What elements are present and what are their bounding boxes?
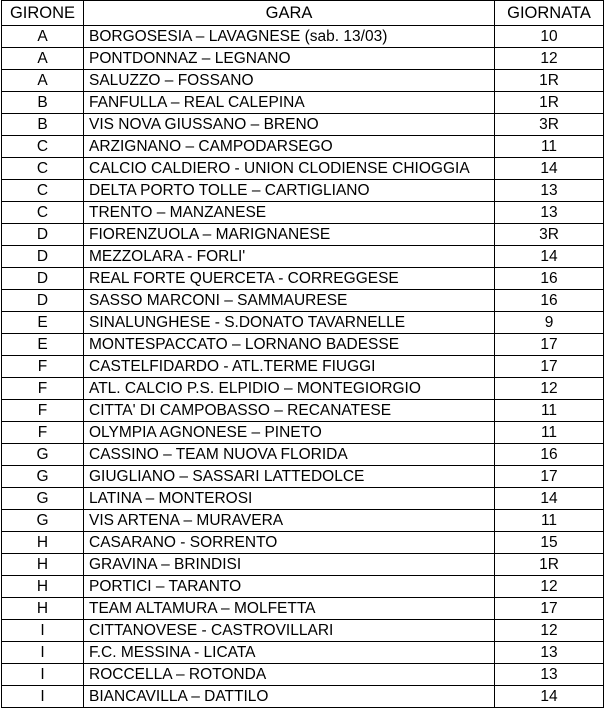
girone-cell: D bbox=[2, 224, 84, 246]
table-row bbox=[2, 158, 604, 180]
gara-cell: FIORENZUOLA – MARIGNANESE bbox=[84, 224, 495, 246]
girone-cell: I bbox=[2, 642, 84, 664]
giornata-cell: 16 bbox=[495, 290, 604, 312]
giornata-cell: 12 bbox=[495, 48, 604, 70]
giornata-cell: 3R bbox=[495, 224, 604, 246]
girone-cell: B bbox=[2, 92, 84, 114]
gara-cell: LATINA – MONTEROSI bbox=[84, 488, 495, 510]
table-row bbox=[2, 334, 604, 356]
header-gara: GARA bbox=[84, 1, 495, 26]
gara-cell: CASSINO – TEAM NUOVA FLORIDA bbox=[84, 444, 495, 466]
girone-cell: I bbox=[2, 620, 84, 642]
gara-cell: VIS ARTENA – MURAVERA bbox=[84, 510, 495, 532]
giornata-cell: 14 bbox=[495, 488, 604, 510]
giornata-cell: 1R bbox=[495, 92, 604, 114]
table-row bbox=[2, 576, 604, 598]
table-row bbox=[2, 664, 604, 686]
gara-cell: OLYMPIA AGNONESE – PINETO bbox=[84, 422, 495, 444]
table-row bbox=[2, 356, 604, 378]
giornata-cell: 11 bbox=[495, 510, 604, 532]
gara-cell: CALCIO CALDIERO - UNION CLODIENSE CHIOGGIA bbox=[84, 158, 495, 180]
girone-cell: G bbox=[2, 466, 84, 488]
table-row bbox=[2, 268, 604, 290]
giornata-cell: 17 bbox=[495, 356, 604, 378]
giornata-cell: 12 bbox=[495, 378, 604, 400]
giornata-cell: 16 bbox=[495, 444, 604, 466]
table-row bbox=[2, 532, 604, 554]
giornata-cell: 9 bbox=[495, 312, 604, 334]
gara-cell: CASTELFIDARDO - ATL.TERME FIUGGI bbox=[84, 356, 495, 378]
gara-cell: BORGOSESIA – LAVAGNESE (sab. 13/03) bbox=[84, 26, 495, 48]
table-row bbox=[2, 620, 604, 642]
giornata-cell: 15 bbox=[495, 532, 604, 554]
girone-cell: E bbox=[2, 312, 84, 334]
giornata-cell: 17 bbox=[495, 598, 604, 620]
girone-cell: A bbox=[2, 48, 84, 70]
giornata-cell: 14 bbox=[495, 686, 604, 708]
gara-cell: PONTDONNAZ – LEGNANO bbox=[84, 48, 495, 70]
gara-cell: TEAM ALTAMURA – MOLFETTA bbox=[84, 598, 495, 620]
table-row bbox=[2, 70, 604, 92]
girone-cell: I bbox=[2, 664, 84, 686]
gara-cell: MEZZOLARA - FORLI' bbox=[84, 246, 495, 268]
table-row bbox=[2, 136, 604, 158]
gara-cell: REAL FORTE QUERCETA - CORREGGESE bbox=[84, 268, 495, 290]
table-row bbox=[2, 92, 604, 114]
table-row bbox=[2, 642, 604, 664]
table-row bbox=[2, 444, 604, 466]
gara-cell: SINALUNGHESE - S.DONATO TAVARNELLE bbox=[84, 312, 495, 334]
giornata-cell: 13 bbox=[495, 642, 604, 664]
girone-cell: H bbox=[2, 532, 84, 554]
table-row bbox=[2, 510, 604, 532]
table-row bbox=[2, 488, 604, 510]
table-row bbox=[2, 598, 604, 620]
girone-cell: C bbox=[2, 180, 84, 202]
header-row bbox=[2, 1, 604, 26]
giornata-cell: 11 bbox=[495, 136, 604, 158]
gara-cell: ATL. CALCIO P.S. ELPIDIO – MONTEGIORGIO bbox=[84, 378, 495, 400]
girone-cell: H bbox=[2, 554, 84, 576]
girone-cell: E bbox=[2, 334, 84, 356]
giornata-cell: 1R bbox=[495, 554, 604, 576]
giornata-cell: 17 bbox=[495, 334, 604, 356]
giornata-cell: 10 bbox=[495, 26, 604, 48]
header-giornata: GIORNATA bbox=[495, 1, 604, 26]
girone-cell: F bbox=[2, 356, 84, 378]
gara-cell: ROCCELLA – ROTONDA bbox=[84, 664, 495, 686]
table-row bbox=[2, 114, 604, 136]
girone-cell: H bbox=[2, 598, 84, 620]
gara-cell: CASARANO - SORRENTO bbox=[84, 532, 495, 554]
matches-table bbox=[1, 0, 604, 708]
girone-cell: F bbox=[2, 422, 84, 444]
table-row bbox=[2, 202, 604, 224]
gara-cell: SASSO MARCONI – SAMMAURESE bbox=[84, 290, 495, 312]
gara-cell: TRENTO – MANZANESE bbox=[84, 202, 495, 224]
giornata-cell: 12 bbox=[495, 576, 604, 598]
table-body bbox=[2, 26, 604, 708]
gara-cell: PORTICI – TARANTO bbox=[84, 576, 495, 598]
gara-cell: DELTA PORTO TOLLE – CARTIGLIANO bbox=[84, 180, 495, 202]
gara-cell: FANFULLA – REAL CALEPINA bbox=[84, 92, 495, 114]
girone-cell: A bbox=[2, 70, 84, 92]
table-row bbox=[2, 422, 604, 444]
table-row bbox=[2, 246, 604, 268]
giornata-cell: 12 bbox=[495, 620, 604, 642]
girone-cell: D bbox=[2, 246, 84, 268]
girone-cell: H bbox=[2, 576, 84, 598]
girone-cell: C bbox=[2, 202, 84, 224]
table-row bbox=[2, 312, 604, 334]
gara-cell: GIUGLIANO – SASSARI LATTEDOLCE bbox=[84, 466, 495, 488]
table-row bbox=[2, 466, 604, 488]
gara-cell: MONTESPACCATO – LORNANO BADESSE bbox=[84, 334, 495, 356]
giornata-cell: 11 bbox=[495, 422, 604, 444]
table-row bbox=[2, 26, 604, 48]
girone-cell: G bbox=[2, 510, 84, 532]
giornata-cell: 14 bbox=[495, 246, 604, 268]
gara-cell: GRAVINA – BRINDISI bbox=[84, 554, 495, 576]
giornata-cell: 1R bbox=[495, 70, 604, 92]
gara-cell: F.C. MESSINA - LICATA bbox=[84, 642, 495, 664]
giornata-cell: 11 bbox=[495, 400, 604, 422]
table-row bbox=[2, 686, 604, 708]
giornata-cell: 16 bbox=[495, 268, 604, 290]
giornata-cell: 13 bbox=[495, 202, 604, 224]
gara-cell: CITTANOVESE - CASTROVILLARI bbox=[84, 620, 495, 642]
giornata-cell: 13 bbox=[495, 180, 604, 202]
table-row bbox=[2, 224, 604, 246]
giornata-cell: 14 bbox=[495, 158, 604, 180]
girone-cell: F bbox=[2, 400, 84, 422]
table-row bbox=[2, 554, 604, 576]
girone-cell: F bbox=[2, 378, 84, 400]
table-row bbox=[2, 180, 604, 202]
girone-cell: C bbox=[2, 136, 84, 158]
girone-cell: I bbox=[2, 686, 84, 708]
giornata-cell: 3R bbox=[495, 114, 604, 136]
gara-cell: SALUZZO – FOSSANO bbox=[84, 70, 495, 92]
gara-cell: VIS NOVA GIUSSANO – BRENO bbox=[84, 114, 495, 136]
table-row bbox=[2, 290, 604, 312]
table-header bbox=[2, 1, 604, 26]
giornata-cell: 17 bbox=[495, 466, 604, 488]
table-row bbox=[2, 48, 604, 70]
girone-cell: C bbox=[2, 158, 84, 180]
gara-cell: BIANCAVILLA – DATTILO bbox=[84, 686, 495, 708]
girone-cell: G bbox=[2, 488, 84, 510]
gara-cell: ARZIGNANO – CAMPODARSEGO bbox=[84, 136, 495, 158]
girone-cell: D bbox=[2, 290, 84, 312]
table-row bbox=[2, 378, 604, 400]
gara-cell: CITTA' DI CAMPOBASSO – RECANATESE bbox=[84, 400, 495, 422]
girone-cell: B bbox=[2, 114, 84, 136]
table-row bbox=[2, 400, 604, 422]
girone-cell: G bbox=[2, 444, 84, 466]
girone-cell: D bbox=[2, 268, 84, 290]
giornata-cell: 13 bbox=[495, 664, 604, 686]
girone-cell: A bbox=[2, 26, 84, 48]
header-girone: GIRONE bbox=[2, 1, 84, 26]
